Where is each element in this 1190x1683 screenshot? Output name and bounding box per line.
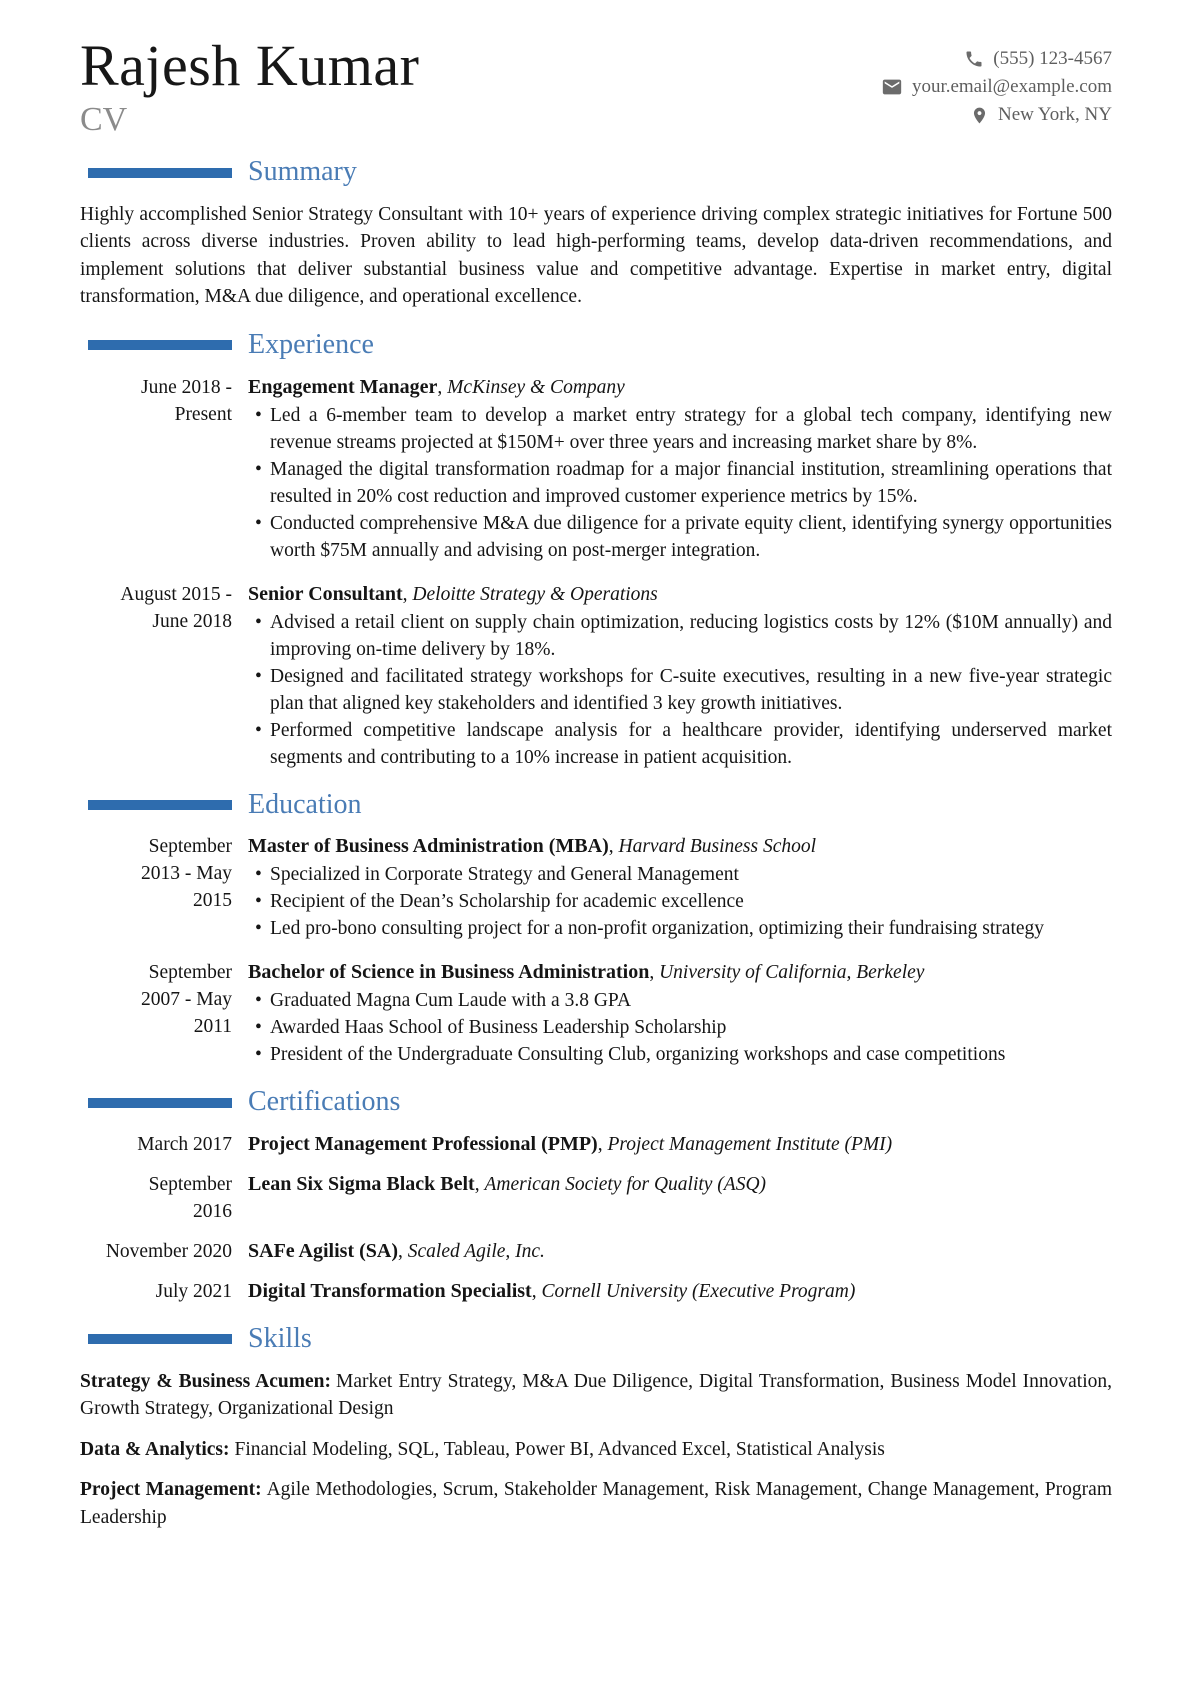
certification-item xyxy=(80,1171,1112,1225)
section-header-certifications xyxy=(88,1087,1112,1118)
certification-item xyxy=(80,1131,1112,1158)
skill-category-label: Strategy & Business Acumen: xyxy=(80,1370,331,1392)
skill-category-label: Data & Analytics: xyxy=(80,1438,230,1460)
section-header-education xyxy=(88,790,1112,821)
date-line: March 2017 xyxy=(137,1134,232,1156)
certification-org: Scaled Agile, Inc. xyxy=(407,1241,545,1263)
item-content xyxy=(248,374,1112,564)
section-title-certifications: Certifications xyxy=(248,1086,401,1118)
bullet-marker: • xyxy=(255,611,262,633)
section-header-skills xyxy=(88,1324,1112,1355)
item-heading xyxy=(248,1171,1112,1225)
skill-values: Market Entry Strategy, M&A Due Diligence, Digital Transformation, Business Model Innovation, Growth Strategy, Organizational Design xyxy=(80,1370,1112,1420)
bullet-text: Led a 6-member team to develop a market entry strategy for a global tech company, identifying new revenue streams projected at $150M+ over three years and increasing market share by 8%. xyxy=(270,404,1112,453)
education-item xyxy=(80,959,1112,1068)
bullet-marker: • xyxy=(255,719,262,741)
date-line: July 2021 xyxy=(155,1281,232,1303)
certification-name: SAFe Agilist (SA) xyxy=(248,1240,398,1263)
certification-org: American Society for Quality (ASQ) xyxy=(484,1174,767,1196)
bullet-item xyxy=(248,510,1112,564)
contact-location: New York, NY xyxy=(997,104,1112,125)
bullet-item xyxy=(248,1014,1112,1041)
summary-text: Highly accomplished Senior Strategy Consultant with 10+ years of experience driving complex strategic initiatives for Fortune 500 clients across diverse industries. Proven ability to lead high-performing teams, develop data-driven recommendations, and implement solutions that deliver substantial business value and competitive advantage. Expertise in market entry, digital transformation, M&A due diligence, and operational excellence. xyxy=(80,204,1112,308)
item-school: University of California, Berkeley xyxy=(659,962,925,984)
bullet-item xyxy=(248,402,1112,456)
separator: , xyxy=(649,962,660,984)
item-dates xyxy=(80,1238,232,1265)
bullet-marker: • xyxy=(255,458,262,480)
item-dates xyxy=(80,833,232,942)
certification-item xyxy=(80,1238,1112,1265)
bullet-text: Graduated Magna Cum Laude with a 3.8 GPA xyxy=(270,990,632,1012)
item-dates xyxy=(80,959,232,1068)
item-dates xyxy=(80,1278,232,1305)
item-heading xyxy=(248,374,1112,401)
item-heading xyxy=(248,1278,1112,1305)
date-line: 2007 - May xyxy=(141,989,232,1011)
item-degree: Master of Business Administration (MBA) xyxy=(248,835,609,858)
item-org: McKinsey & Company xyxy=(447,376,625,398)
skill-values: Agile Methodologies, Scrum, Stakeholder Management, Risk Management, Change Management, Program Leadership xyxy=(80,1479,1112,1528)
bullet-item xyxy=(248,888,1112,915)
bullet-marker: • xyxy=(255,918,262,940)
header xyxy=(80,33,1112,138)
section-accent-bar xyxy=(88,1098,232,1108)
contact-location-line xyxy=(881,104,1112,126)
date-line: September xyxy=(148,962,232,984)
section-accent-bar xyxy=(88,800,232,810)
date-line: September xyxy=(148,836,232,858)
item-role: Senior Consultant xyxy=(248,582,403,605)
date-line: June 2018 xyxy=(152,610,232,632)
item-heading xyxy=(248,1238,1112,1265)
item-school: Harvard Business School xyxy=(618,836,817,858)
separator: , xyxy=(474,1174,485,1196)
section-accent-bar xyxy=(88,168,232,178)
bullet-item xyxy=(248,861,1112,888)
date-line: 2016 xyxy=(193,1201,232,1223)
section-header-experience xyxy=(88,330,1112,361)
bullet-marker: • xyxy=(255,512,262,534)
contact-phone: (555) 123-4567 xyxy=(993,48,1112,69)
experience-item xyxy=(80,374,1112,564)
subtitle: CV xyxy=(80,100,128,138)
separator: , xyxy=(608,836,619,858)
page-title: Rajesh Kumar xyxy=(80,33,420,98)
section-title-education: Education xyxy=(248,788,362,820)
bullet-text: Advised a retail client on supply chain optimization, reducing logistics costs by 12% ($10M annually) and improving on-time delivery by 18%. xyxy=(270,611,1112,660)
date-line: Present xyxy=(174,403,232,425)
section-header-summary xyxy=(88,157,1112,188)
separator: , xyxy=(531,1281,542,1303)
bullet-marker: • xyxy=(255,891,262,913)
separator: , xyxy=(398,1241,408,1263)
bullet-text: President of the Undergraduate Consulting Club, organizing workshops and case competitions xyxy=(270,1044,1006,1066)
bullet-item xyxy=(248,663,1112,717)
date-line: 2015 xyxy=(193,890,232,912)
contact-email: your.email@example.com xyxy=(911,76,1112,97)
bullet-text: Conducted comprehensive M&A due diligence for a private equity client, identifying synergy opportunities worth $75M annually and advising on post-merger integration. xyxy=(270,512,1112,561)
bullet-item xyxy=(248,717,1112,771)
certification-name: Digital Transformation Specialist xyxy=(248,1280,532,1303)
bullet-text: Performed competitive landscape analysis for a healthcare provider, identifying underserved market segments and contributing to a 10% increase in patient acquisition. xyxy=(270,719,1112,768)
experience-item xyxy=(80,581,1112,771)
item-dates xyxy=(80,374,232,564)
item-degree: Bachelor of Science in Business Administration xyxy=(248,961,650,984)
bullet-text: Led pro-bono consulting project for a non-profit organization, optimizing their fundraising strategy xyxy=(270,918,1045,940)
bullet-marker: • xyxy=(255,665,262,687)
section-accent-bar xyxy=(88,1334,232,1344)
skill-line xyxy=(80,1368,1112,1423)
certification-item xyxy=(80,1278,1112,1305)
item-org: Deloitte Strategy & Operations xyxy=(412,583,658,605)
bullet-item xyxy=(248,987,1112,1014)
section-title-skills: Skills xyxy=(248,1323,312,1355)
date-line: November 2020 xyxy=(105,1241,232,1263)
section-title-experience: Experience xyxy=(248,328,374,360)
bullet-item xyxy=(248,609,1112,663)
item-content xyxy=(248,833,1112,942)
section-accent-bar xyxy=(88,340,232,350)
item-dates xyxy=(80,581,232,771)
bullet-list xyxy=(248,609,1112,771)
bullet-item xyxy=(248,456,1112,510)
item-dates xyxy=(80,1171,232,1225)
date-line: 2013 - May xyxy=(141,863,232,885)
bullet-marker: • xyxy=(255,1044,262,1066)
skill-line xyxy=(80,1436,1112,1463)
section-title-summary: Summary xyxy=(248,156,357,188)
item-heading xyxy=(248,581,1112,608)
item-heading xyxy=(248,959,1112,986)
bullet-item xyxy=(248,1041,1112,1068)
bullet-list xyxy=(248,402,1112,564)
separator: , xyxy=(597,1134,608,1156)
bullet-marker: • xyxy=(255,990,262,1012)
certification-org: Cornell University (Executive Program) xyxy=(541,1281,856,1303)
bullet-list xyxy=(248,861,1112,942)
contact-phone-line xyxy=(881,48,1112,70)
certification-org: Project Management Institute (PMI) xyxy=(607,1134,893,1156)
certification-name: Project Management Professional (PMP) xyxy=(248,1133,598,1156)
skill-values: Financial Modeling, SQL, Tableau, Power BI, Advanced Excel, Statistical Analysis xyxy=(234,1438,885,1460)
identity-block xyxy=(80,33,420,138)
date-line: 2011 xyxy=(193,1016,232,1038)
date-line: June 2018 - xyxy=(141,376,232,398)
phone-icon xyxy=(964,49,984,69)
separator: , xyxy=(402,583,413,605)
skill-category-label: Project Management: xyxy=(80,1479,262,1501)
contact-block xyxy=(881,36,1112,132)
item-content xyxy=(248,959,1112,1068)
bullet-marker: • xyxy=(255,1017,262,1039)
skill-line xyxy=(80,1476,1112,1531)
bullet-marker: • xyxy=(255,404,262,426)
bullet-text: Specialized in Corporate Strategy and General Management xyxy=(270,864,739,886)
bullet-text: Designed and facilitated strategy workshops for C-suite executives, resulting in a new five-year strategic plan that aligned key stakeholders and identified 3 key growth initiatives. xyxy=(270,665,1112,714)
bullet-item xyxy=(248,915,1112,942)
item-heading xyxy=(248,833,1112,860)
education-item xyxy=(80,833,1112,942)
date-line: September xyxy=(148,1174,232,1196)
bullet-marker: • xyxy=(255,864,262,886)
bullet-text: Awarded Haas School of Business Leadership Scholarship xyxy=(270,1017,727,1039)
location-pin-icon xyxy=(970,106,989,125)
item-dates xyxy=(80,1131,232,1158)
separator: , xyxy=(437,376,448,398)
certification-name: Lean Six Sigma Black Belt xyxy=(248,1173,475,1196)
contact-email-line xyxy=(881,76,1112,98)
date-line: August 2015 - xyxy=(120,583,232,605)
item-role: Engagement Manager xyxy=(248,375,438,398)
bullet-text: Managed the digital transformation roadmap for a major financial institution, streamlining operations that resulted in 20% cost reduction and improved customer experience metrics by 15%. xyxy=(270,458,1112,507)
bullet-text: Recipient of the Dean’s Scholarship for academic excellence xyxy=(270,891,744,913)
item-heading xyxy=(248,1131,1112,1158)
bullet-list xyxy=(248,987,1112,1068)
email-icon xyxy=(881,76,903,98)
item-content xyxy=(248,581,1112,771)
